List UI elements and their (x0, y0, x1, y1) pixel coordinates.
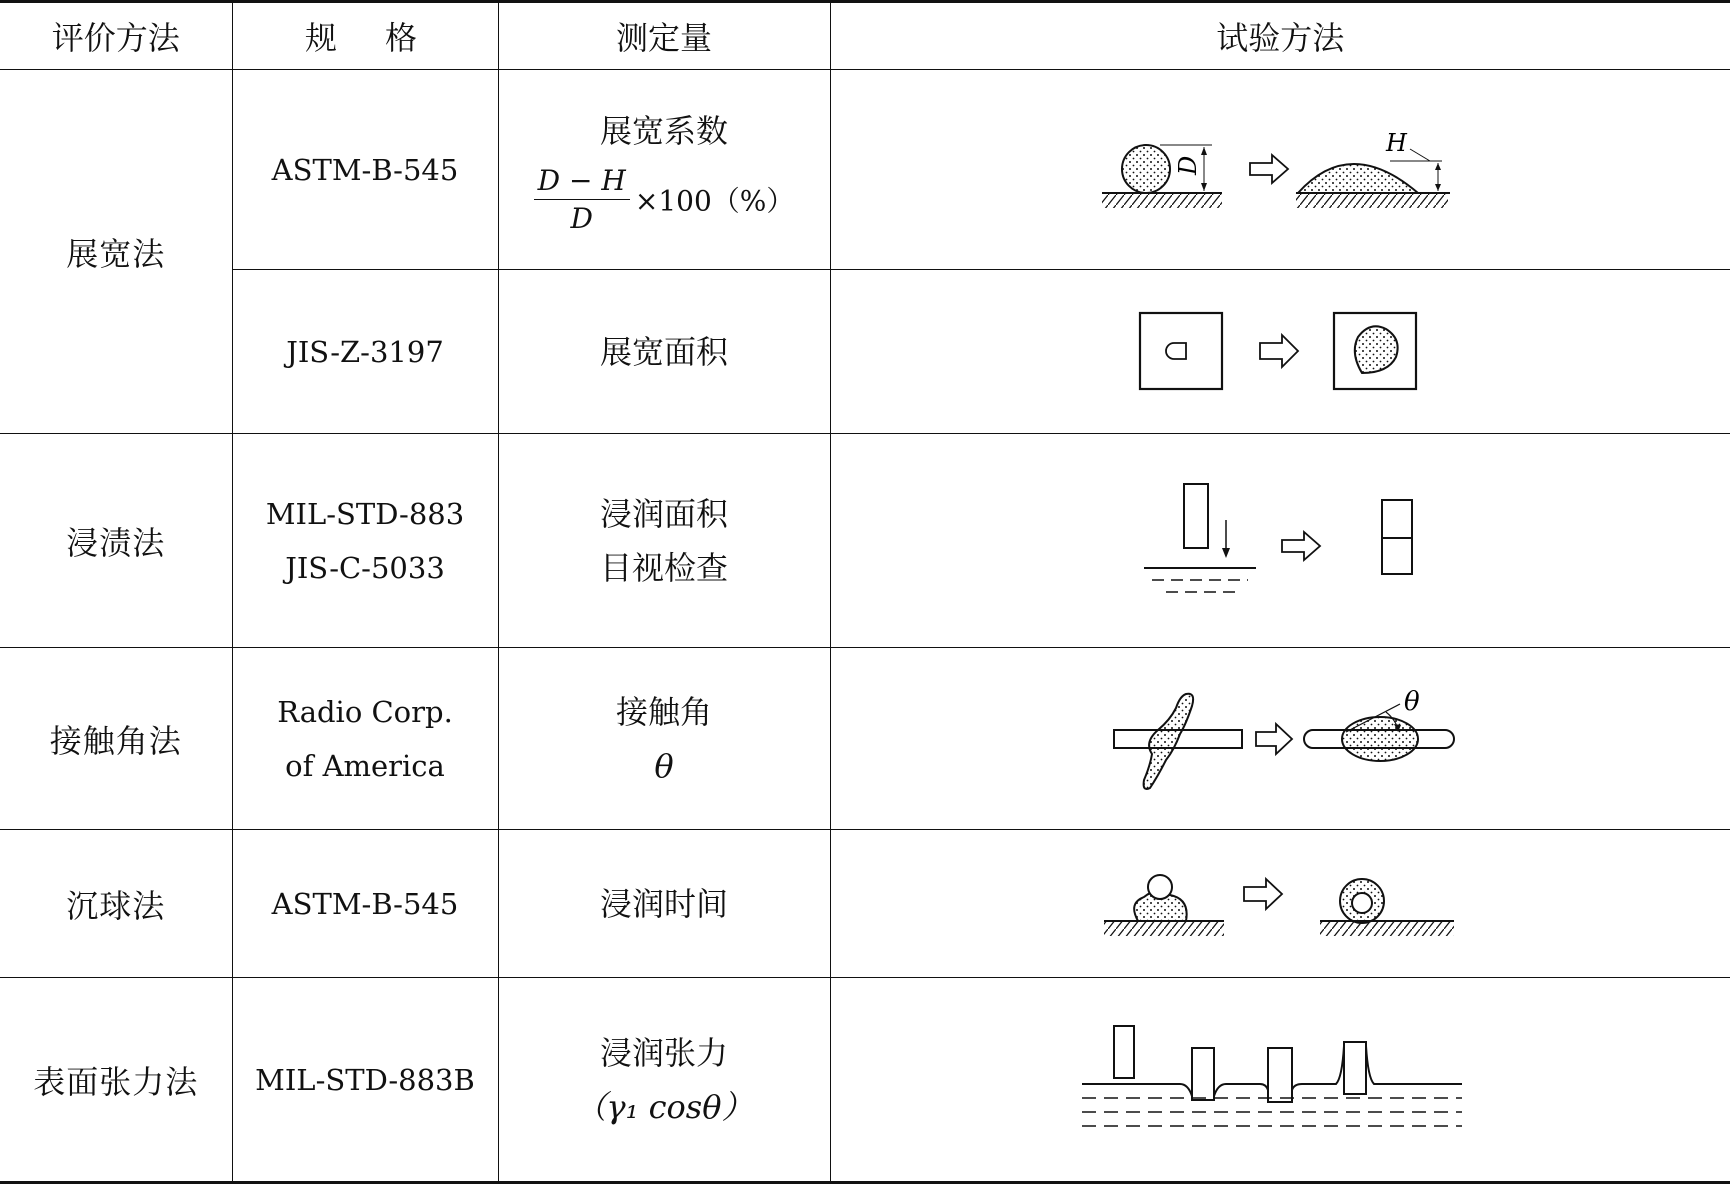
formula-fraction (534, 164, 630, 235)
method-cell: 展宽法 (0, 70, 232, 434)
solder-piece-icon (1166, 343, 1186, 359)
test-figure-cell (830, 270, 1730, 434)
test-figure-cell (830, 70, 1730, 270)
spec-cell: ASTM-B-545 (232, 830, 498, 978)
test-figure-cell (830, 434, 1730, 648)
header-spec: 规 格 (232, 2, 498, 70)
spread-area-diagram (1130, 307, 1430, 397)
plate-icon (1192, 1048, 1214, 1100)
table-row (0, 270, 1730, 434)
arrow-right-icon (1282, 532, 1320, 560)
method-cell: 接触角法 (0, 648, 232, 830)
measure-line: （γ₁ cosθ） (574, 1087, 754, 1126)
spread-formula (499, 164, 830, 235)
method-cell: 表面张力法 (0, 978, 232, 1183)
contact-angle-diagram (1100, 684, 1460, 794)
spec-cell: MIL-STD-883B (232, 978, 498, 1183)
test-figure-cell (830, 648, 1730, 830)
spec-line: JIS-C-5033 (285, 550, 445, 585)
measure-line: 浸润张力 (599, 1033, 728, 1072)
label-h: H (1386, 128, 1408, 157)
method-cell: 沉球法 (0, 830, 232, 978)
test-figure-cell (830, 830, 1730, 978)
table-row (0, 978, 1730, 1183)
table-row (0, 648, 1730, 830)
arrow-right-icon (1256, 724, 1292, 754)
measure-line: 浸润面积 (599, 494, 728, 533)
measure-line: θ (654, 746, 674, 785)
method-cell: 浸渍法 (0, 434, 232, 648)
arrow-right-icon (1250, 155, 1288, 183)
dipping-test-diagram (1130, 476, 1430, 606)
measure-cell: 浸润时间 (498, 830, 830, 978)
plate-icon (1344, 1042, 1366, 1094)
arrow-right-icon (1260, 335, 1298, 367)
spreading-test-diagram (1100, 125, 1460, 215)
spec-cell: JIS-Z-3197 (232, 270, 498, 434)
label-d: D (1174, 155, 1203, 175)
measure-text: 展宽系数 (599, 112, 728, 150)
spec-cell: ASTM-B-545 (232, 70, 498, 270)
header-method: 评价方法 (0, 2, 232, 70)
arrow-right-icon (1244, 879, 1282, 909)
spec-line: MIL-STD-883 (265, 496, 465, 531)
plate-icon (1268, 1048, 1292, 1102)
specimen-icon (1184, 484, 1208, 548)
table-row (0, 434, 1730, 648)
spec-line: of America (285, 748, 445, 783)
formula-denominator: D (570, 202, 593, 235)
label-theta: θ (1404, 686, 1420, 717)
plate-icon (1114, 1026, 1134, 1078)
measure-cell: 展宽面积 (498, 270, 830, 434)
measure-cell (498, 434, 830, 648)
spec-cell (232, 648, 498, 830)
table-row (0, 830, 1730, 978)
spec-cell (232, 434, 498, 648)
ball-icon (1148, 875, 1172, 899)
solder-ball-icon (1122, 145, 1170, 193)
table-row (0, 70, 1730, 270)
header-test: 试验方法 (830, 2, 1730, 70)
formula-tail: ×100（%） (634, 184, 795, 218)
measure-line: 目视检查 (599, 548, 728, 587)
droplet-icon (1342, 717, 1418, 761)
measure-cell (498, 978, 830, 1183)
header-row (0, 2, 1730, 70)
spread-solder-icon (1298, 164, 1418, 193)
test-figure-cell (830, 978, 1730, 1183)
formula-numerator: D − H (534, 164, 630, 200)
header-measure: 测定量 (498, 2, 830, 70)
measure-cell (498, 648, 830, 830)
measure-line: 接触角 (615, 692, 712, 731)
surface-tension-diagram (1080, 1020, 1480, 1140)
measure-cell (498, 70, 830, 270)
spec-line: Radio Corp. (277, 694, 453, 729)
sinking-ball-diagram (1100, 859, 1460, 949)
